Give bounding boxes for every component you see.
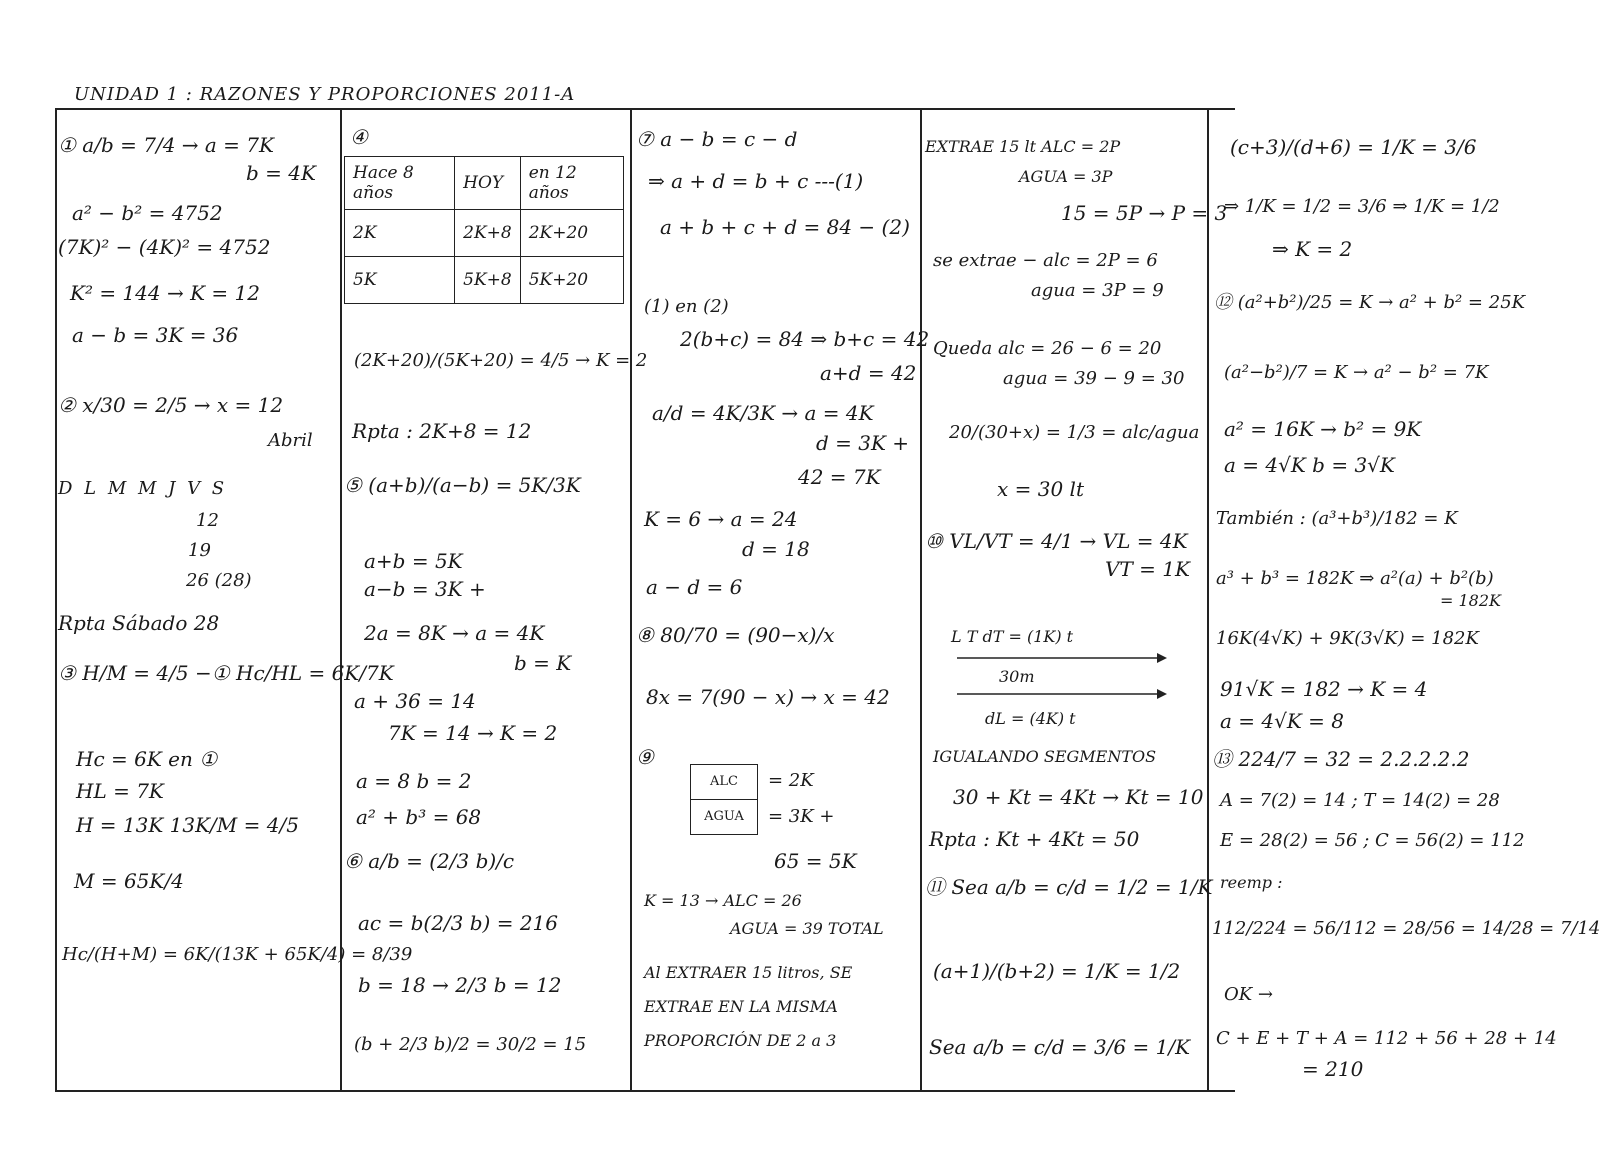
problem-1-line: b = 4K bbox=[246, 161, 316, 185]
weekday-header: D L M M J V S bbox=[58, 478, 228, 499]
column-4 bbox=[925, 112, 1228, 1087]
problem-9-cont: agua = 39 − 9 = 30 bbox=[1003, 368, 1185, 389]
problem-11-cont: (c+3)/(d+6) = 1/K = 3/6 bbox=[1230, 135, 1477, 159]
problem-9-cont: EXTRAE 15 lt ALC = 2P bbox=[925, 137, 1121, 156]
column-3 bbox=[636, 112, 930, 1087]
problem-1-line: a² − b² = 4752 bbox=[72, 201, 223, 225]
problem-7-line: (1) en (2) bbox=[644, 296, 729, 317]
mixture-alcohol: ALC bbox=[691, 765, 757, 800]
problem-7-line: d = 3K + bbox=[816, 431, 910, 455]
problem-13-line: C + E + T + A = 112 + 56 + 28 + 14 bbox=[1216, 1028, 1557, 1049]
problem-10-line: ⑩ VL/VT = 4/1 → VL = 4K bbox=[925, 529, 1188, 553]
calendar-day: 19 bbox=[188, 540, 211, 561]
problem-10-answer: Rpta : Kt + 4Kt = 50 bbox=[929, 827, 1140, 851]
problem-13-line: ⑬ 224/7 = 32 = 2.2.2.2.2 bbox=[1212, 747, 1470, 771]
table-cell: 5K+20 bbox=[520, 257, 623, 304]
problem-5-line: ⑤ (a+b)/(a−b) = 5K/3K bbox=[344, 473, 581, 497]
problem-9-cont: 20/(30+x) = 1/3 = alc/agua bbox=[949, 422, 1200, 443]
arrow-head-icon bbox=[1157, 689, 1167, 699]
calendar-day: 12 bbox=[196, 510, 219, 531]
problem-7-line: 2(b+c) = 84 ⇒ b+c = 42 bbox=[680, 327, 930, 351]
problem-9-line: K = 13 → ALC = 26 bbox=[644, 891, 802, 910]
problem-3-line: Hc = 6K en ① bbox=[76, 747, 218, 771]
problem-13-line: reemp : bbox=[1220, 873, 1283, 892]
problem-12-line: 91√K = 182 → K = 4 bbox=[1220, 677, 1428, 701]
problem-11-line: ⑪ Sea a/b = c/d = 1/2 = 1/K bbox=[925, 875, 1213, 899]
problem-9-line: = 2K bbox=[768, 770, 814, 791]
problem-6-line: ac = b(2/3 b) = 216 bbox=[358, 911, 558, 935]
mixture-water: AGUA bbox=[704, 809, 744, 824]
problem-7-line: 42 = 7K bbox=[798, 465, 881, 489]
page-title: UNIDAD 1 : RAZONES Y PROPORCIONES 2011-A bbox=[74, 84, 576, 105]
problem-7-answer: a − d = 6 bbox=[646, 575, 743, 599]
problem-11-line: (a+1)/(b+2) = 1/K = 1/2 bbox=[933, 959, 1181, 983]
problem-12-line: a³ + b³ = 182K ⇒ a²(a) + b²(b) bbox=[1216, 568, 1494, 589]
problem-6-line: (b + 2/3 b)/2 = 30/2 = 15 bbox=[354, 1034, 587, 1055]
problem-1-line: ① a/b = 7/4 → a = 7K bbox=[58, 133, 274, 157]
problem-7-line: ⑦ a − b = c − d bbox=[636, 127, 798, 151]
problem-9-cont: agua = 3P = 9 bbox=[1031, 280, 1164, 301]
problem-9-cont: AGUA = 3P bbox=[1019, 167, 1113, 186]
problem-3-line: ③ H/M = 4/5 −① Hc/HL = 6K/7K bbox=[58, 661, 394, 685]
problem-10-line: IGUALANDO SEGMENTOS bbox=[933, 747, 1157, 766]
problem-1-line: a − b = 3K = 36 bbox=[72, 323, 239, 347]
problem-9-note: Al EXTRAER 15 litros, SE bbox=[644, 963, 853, 982]
problem-9-note: PROPORCIÓN DE 2 a 3 bbox=[644, 1031, 837, 1050]
problem-9-cont: se extrae − alc = 2P = 6 bbox=[933, 250, 1158, 271]
column-divider bbox=[630, 108, 632, 1092]
problem-7-line: a + b + c + d = 84 − (2) bbox=[660, 215, 910, 239]
problem-2-line: ② x/30 = 2/5 → x = 12 bbox=[58, 393, 284, 417]
table-cell: 2K+8 bbox=[455, 210, 521, 257]
problem-5-line: a² + b³ = 68 bbox=[356, 805, 482, 829]
column-divider bbox=[920, 108, 922, 1092]
problem-12-line: También : (a³+b³)/182 = K bbox=[1216, 508, 1458, 529]
table-row bbox=[345, 157, 624, 210]
problem-1-line: K² = 144 → K = 12 bbox=[70, 281, 260, 305]
problem-11-line: Sea a/b = c/d = 3/6 = 1/K bbox=[929, 1035, 1191, 1059]
problem-5-line: a + 36 = 14 bbox=[354, 689, 476, 713]
column-2 bbox=[344, 112, 648, 1087]
table-cell: 2K bbox=[345, 210, 455, 257]
problem-4-answer: Rpta : 2K+8 = 12 bbox=[352, 419, 532, 443]
problem-5-line: b = K bbox=[514, 651, 572, 675]
problem-9-note: EXTRAE EN LA MISMA bbox=[644, 997, 838, 1016]
table-header: en 12 años bbox=[520, 157, 623, 210]
problem-5-line: a−b = 3K + bbox=[364, 577, 486, 601]
problem-10-distance: dL = (4K) t bbox=[985, 709, 1076, 728]
problem-12-line: a = 4√K b = 3√K bbox=[1224, 453, 1395, 477]
problem-5-line: a+b = 5K bbox=[364, 549, 463, 573]
problem-9-line: = 3K + bbox=[768, 806, 835, 827]
problem-12-line: ⑫ (a²+b²)/25 = K → a² + b² = 25K bbox=[1214, 292, 1526, 313]
problem-12-line: 16K(4√K) + 9K(3√K) = 182K bbox=[1216, 628, 1479, 649]
column-divider bbox=[55, 108, 57, 1092]
column-divider bbox=[1207, 108, 1209, 1092]
problem-7-line: K = 6 → a = 24 bbox=[644, 507, 798, 531]
calendar-day: 26 (28) bbox=[186, 570, 252, 591]
top-rule bbox=[55, 108, 1235, 110]
problem-10-line: 30 + Kt = 4Kt → Kt = 10 bbox=[953, 785, 1204, 809]
problem-6-line: ⑥ a/b = (2/3 b)/c bbox=[344, 849, 515, 873]
problem-11-answer: ⇒ K = 2 bbox=[1272, 237, 1353, 261]
problem-13-line: 112/224 = 56/112 = 28/56 = 14/28 = 7/14 bbox=[1212, 918, 1600, 939]
problem-10-distance: 30m bbox=[999, 667, 1035, 686]
problem-5-line: 7K = 14 → K = 2 bbox=[388, 721, 558, 745]
problem-13-line: A = 7(2) = 14 ; T = 14(2) = 28 bbox=[1220, 790, 1500, 811]
problem-13-line: E = 28(2) = 56 ; C = 56(2) = 112 bbox=[1220, 830, 1525, 851]
table-header: Hace 8 años bbox=[345, 157, 455, 210]
problem-9-line: 65 = 5K bbox=[774, 849, 857, 873]
problem-3-answer: Hc/(H+M) = 6K/(13K + 65K/4) = 8/39 bbox=[62, 944, 413, 965]
problem-2-answer: Rpta Sábado 28 bbox=[58, 611, 220, 635]
problem-9-label: ⑨ bbox=[636, 745, 654, 769]
problem-12-line: (a²−b²)/7 = K → a² − b² = 7K bbox=[1224, 362, 1489, 383]
column-5 bbox=[1212, 112, 1600, 1087]
problem-2-line: Abril bbox=[268, 430, 313, 451]
problem-1-line: (7K)² − (4K)² = 4752 bbox=[58, 235, 271, 259]
problem-3-line: M = 65K/4 bbox=[74, 869, 184, 893]
segment-diagram bbox=[947, 642, 1187, 702]
problem-7-line: a+d = 42 bbox=[820, 361, 917, 385]
table-row bbox=[345, 210, 624, 257]
problem-12-line: a² = 16K → b² = 9K bbox=[1224, 417, 1422, 441]
table-cell: 5K+8 bbox=[455, 257, 521, 304]
problem-5-line: a = 8 b = 2 bbox=[356, 769, 472, 793]
problem-10-line: VT = 1K bbox=[1105, 557, 1190, 581]
table-header: HOY bbox=[455, 157, 521, 210]
table-row bbox=[345, 257, 624, 304]
problem-7-line: d = 18 bbox=[742, 537, 810, 561]
arrow-head-icon bbox=[1157, 653, 1167, 663]
problem-8-line: 8x = 7(90 − x) → x = 42 bbox=[646, 685, 890, 709]
problem-6-line: b = 18 → 2/3 b = 12 bbox=[358, 973, 562, 997]
table-cell: 2K+20 bbox=[520, 210, 623, 257]
problem-13-answer: = 210 bbox=[1302, 1057, 1364, 1081]
problem-12-line: = 182K bbox=[1440, 591, 1501, 610]
bottom-rule bbox=[55, 1090, 1235, 1092]
problem-4-label: ④ bbox=[350, 125, 368, 149]
problem-9-cont: 15 = 5P → P = 3 bbox=[1061, 201, 1228, 225]
problem-10-diagram-labels: L T dT = (1K) t bbox=[951, 627, 1074, 646]
problem-12-answer: a = 4√K = 8 bbox=[1220, 709, 1345, 733]
problem-9-answer: x = 30 lt bbox=[997, 477, 1084, 501]
problem-5-line: 2a = 8K → a = 4K bbox=[364, 621, 545, 645]
problem-9-cont: Queda alc = 26 − 6 = 20 bbox=[933, 338, 1162, 359]
problem-8-line: ⑧ 80/70 = (90−x)/x bbox=[636, 623, 835, 647]
problem-7-line: ⇒ a + d = b + c ---(1) bbox=[648, 169, 864, 193]
problem-11-cont: ⇒ 1/K = 1/2 = 3/6 ⇒ 1/K = 1/2 bbox=[1224, 196, 1500, 217]
problem-3-line: H = 13K 13K/M = 4/5 bbox=[76, 813, 299, 837]
mixture-diagram bbox=[690, 764, 758, 835]
table-cell: 5K bbox=[345, 257, 455, 304]
problem-9-line: AGUA = 39 TOTAL bbox=[730, 919, 884, 938]
problem-4-line: (2K+20)/(5K+20) = 4/5 → K = 2 bbox=[354, 350, 648, 371]
age-table bbox=[344, 156, 624, 304]
problem-3-line: HL = 7K bbox=[76, 779, 164, 803]
problem-7-line: a/d = 4K/3K → a = 4K bbox=[652, 401, 874, 425]
problem-13-line: OK → bbox=[1224, 984, 1274, 1005]
